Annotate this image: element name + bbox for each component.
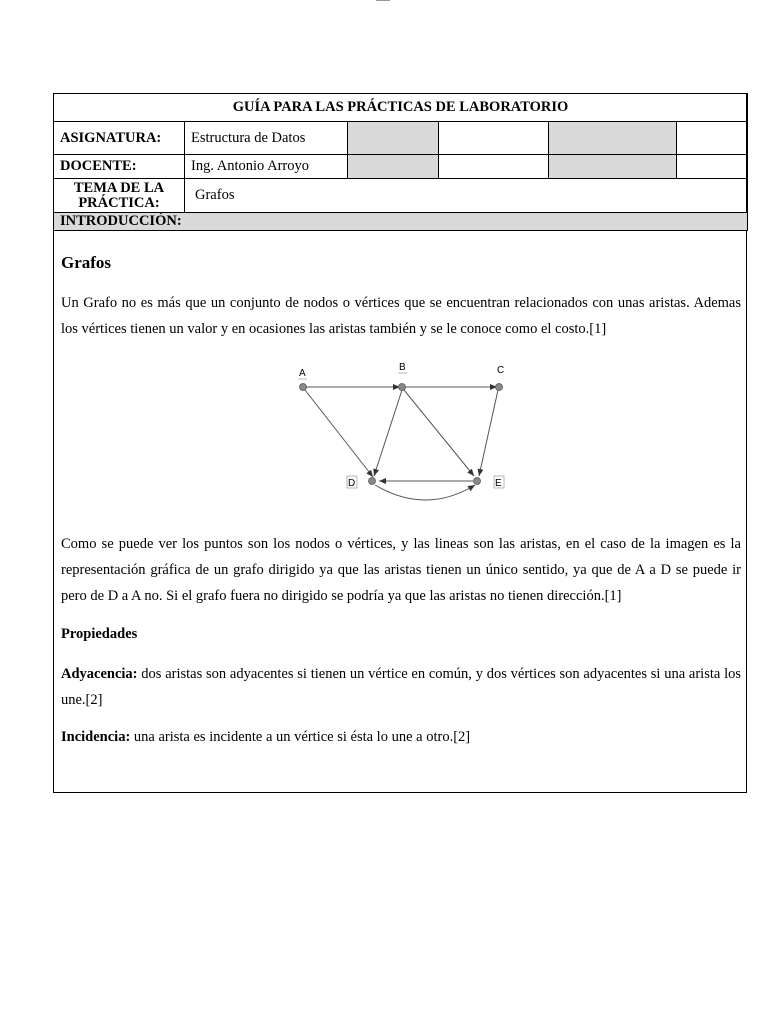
empty-cell bbox=[439, 122, 549, 155]
node-label-e: E bbox=[495, 478, 502, 489]
empty-cell bbox=[549, 155, 677, 179]
edge-a-d bbox=[305, 390, 373, 477]
empty-cell bbox=[677, 122, 748, 155]
section-heading: Grafos bbox=[61, 253, 112, 272]
edge-b-e bbox=[404, 390, 474, 476]
node-a bbox=[300, 384, 307, 391]
tema-label-line-2: PRÁCTICA: bbox=[78, 194, 160, 211]
empty-cell bbox=[677, 155, 748, 179]
edge-c-e bbox=[479, 390, 498, 476]
lab-guide-frame bbox=[53, 93, 747, 793]
adjacency-text: dos aristas son adyacentes si tienen un vértice en común, y dos vértices son adyacentes si una arista los une.[2] bbox=[61, 666, 741, 708]
docente-label: DOCENTE: bbox=[54, 155, 185, 179]
asignatura-label: ASIGNATURA: bbox=[54, 122, 185, 155]
node-label-b: B bbox=[399, 362, 406, 373]
adjacency-label: Adyacencia: bbox=[61, 666, 138, 682]
paragraph-adjacency bbox=[61, 661, 741, 713]
node-label-d: D bbox=[348, 478, 356, 489]
node-label-c: C bbox=[497, 365, 505, 376]
tema-label-line-1: TEMA DE LA bbox=[73, 179, 165, 196]
incidence-text: una arista es incidente a un vértice si ésta lo une a otro.[2] bbox=[130, 729, 471, 745]
header-table bbox=[53, 93, 748, 231]
tema-value: Grafos bbox=[185, 179, 748, 213]
node-e bbox=[474, 478, 481, 485]
paragraph-explanation: Como se puede ver los puntos son los nodos o vértices, y las lineas son las aristas, en el caso de la imagen es la representación gráfica de un grafo dirigido ya que las aristas tienen un único sentido, ya que de A a D se puede ir pero de D a A no. Si el grafo fuera no dirigido se podría ya que las aristas no tienen dirección.[1] bbox=[61, 536, 741, 604]
empty-cell bbox=[549, 122, 677, 155]
paragraph-incidence bbox=[61, 724, 741, 750]
top-mark bbox=[376, 0, 390, 1]
directed-graph-figure bbox=[301, 359, 516, 509]
guide-title: GUÍA PARA LAS PRÁCTICAS DE LABORATORIO bbox=[54, 94, 748, 122]
node-d bbox=[369, 478, 376, 485]
asignatura-value: Estructura de Datos bbox=[185, 122, 348, 155]
node-b bbox=[399, 384, 406, 391]
node-label-a: A bbox=[299, 368, 306, 379]
edge-b-d bbox=[374, 390, 402, 476]
intro-label: INTRODUCCIÓN: bbox=[54, 213, 748, 231]
node-c bbox=[496, 384, 503, 391]
docente-value: Ing. Antonio Arroyo bbox=[185, 155, 348, 179]
empty-cell bbox=[439, 155, 549, 179]
incidence-label: Incidencia: bbox=[61, 729, 131, 745]
empty-cell bbox=[348, 155, 439, 179]
properties-heading: Propiedades bbox=[61, 626, 138, 642]
paragraph-definition: Un Grafo no es más que un conjunto de nodos o vértices que se encuentran relacionados con unas aristas. Ademas los vértices tienen un valor y en ocasiones las aristas también y se le conoce como el costo.[1] bbox=[61, 295, 741, 337]
tema-label bbox=[54, 179, 185, 213]
edge-d-e bbox=[375, 485, 475, 500]
empty-cell bbox=[348, 122, 439, 155]
